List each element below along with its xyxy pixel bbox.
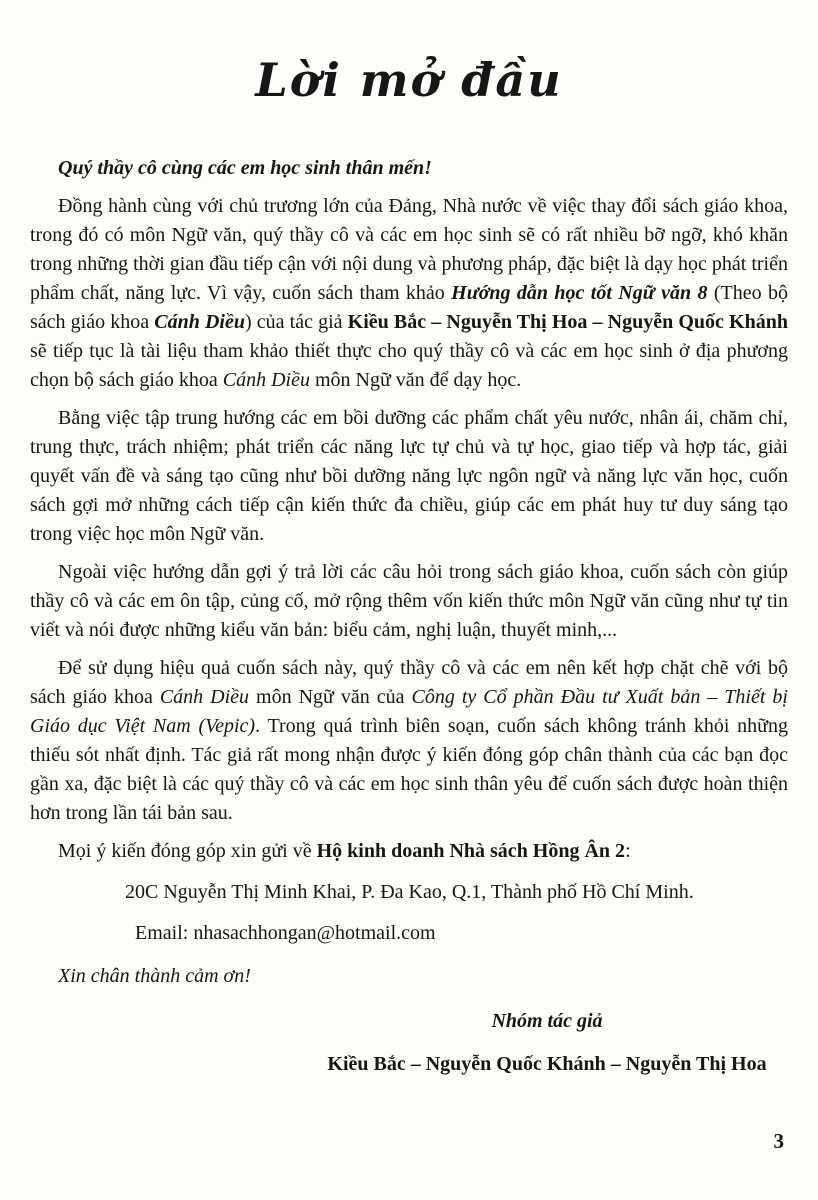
paragraph	[30, 558, 788, 645]
text-segment: Mọi ý kiến đóng góp xin gửi về	[58, 840, 317, 862]
text-segment: Cánh Diều	[222, 369, 310, 391]
paragraph	[30, 192, 788, 395]
signature-block	[312, 1007, 782, 1079]
text-segment: sẽ tiếp tục là tài liệu tham khảo thiết thực cho quý thầy cô và các em học sinh ở địa phương chọn bộ sách giáo khoa	[30, 340, 788, 391]
text-segment: môn Ngữ văn của	[249, 686, 412, 708]
address-line: 20C Nguyễn Thị Minh Khai, P. Đa Kao, Q.1, Thành phố Hồ Chí Minh.	[125, 881, 694, 903]
text-segment: Cánh Diều	[154, 311, 245, 333]
text-segment: Để sử dụng hiệu quả cuốn sách này, quý thầy cô và các em nên kết hợp chặt chẽ với bộ sách giáo khoa	[30, 657, 788, 708]
paragraph	[30, 837, 788, 866]
paragraph	[30, 404, 788, 549]
greeting-line: Quý thầy cô cùng các em học sinh thân mến!	[58, 157, 432, 179]
text-segment: Hộ kinh doanh Nhà sách Hồng Ân 2	[316, 840, 626, 862]
text-segment: . Trong quá trình biên soạn, cuốn sách không tránh khỏi những thiếu sót nhất định. Tác giả rất mong nhận được ý kiến đóng góp chân thành của các bạn đọc gần xa, đặc biệt là các quý thầy cô và các em học sinh thân yêu để cuốn sách được hoàn thiện hơn trong lần tái bản sau.	[30, 715, 788, 824]
text-segment: Kiều Bắc – Nguyễn Thị Hoa – Nguyễn Quốc Khánh	[347, 311, 788, 333]
body-paragraphs	[30, 192, 788, 866]
paragraph	[30, 654, 788, 828]
signature-role: Nhóm tác giả	[491, 1010, 603, 1032]
page-title: Lời mở đầu	[255, 53, 563, 107]
text-segment: :	[625, 840, 631, 862]
email-line: Email: nhasachhongan@hotmail.com	[135, 922, 436, 944]
text-segment: (Theo bộ sách giáo khoa	[30, 282, 788, 333]
text-segment: ) của tác giả	[244, 311, 348, 333]
closing-line: Xin chân thành cảm ơn!	[58, 965, 251, 987]
text-segment: Hướng dẫn học tốt Ngữ văn 8	[451, 282, 708, 304]
text-segment: Đồng hành cùng với chủ trương lớn của Đảng, Nhà nước về việc thay đổi sách giáo khoa, trong đó có môn Ngữ văn, quý thầy cô và các em học sinh sẽ có rất nhiều bỡ ngỡ, khó khăn trong những thời gian đầu tiếp cận với nội dung và phương pháp, đặc biệt là dạy học phát triển phẩm chất, năng lực. Vì vậy, cuốn sách tham khảo	[30, 195, 788, 304]
text-segment: Công ty Cổ phần Đầu tư Xuất bản – Thiết bị Giáo dục Việt Nam (Vepic)	[30, 686, 788, 737]
text-segment: Bằng việc tập trung hướng các em bồi dưỡng các phẩm chất yêu nước, nhân ái, chăm chỉ, trung thực, trách nhiệm; phát triển các năng lực tự chủ và tự học, giao tiếp và hợp tác, giải quyết vấn đề và sáng tạo cũng như bồi dưỡng năng lực ngôn ngữ và năng lực văn học, cuốn sách gợi mở những cách tiếp cận kiến thức đa chiều, giúp các em phát huy tư duy sáng tạo trong việc học môn Ngữ văn.	[30, 407, 788, 545]
text-segment: Cánh Diều	[159, 686, 250, 708]
page-number: 3	[773, 1129, 784, 1153]
text-segment: môn Ngữ văn để dạy học.	[309, 369, 522, 391]
signature-authors: Kiều Bắc – Nguyễn Quốc Khánh – Nguyễn Thị Hoa	[327, 1053, 767, 1075]
text-segment: Ngoài việc hướng dẫn gợi ý trả lời các câu hỏi trong sách giáo khoa, cuốn sách còn giúp thầy cô và các em ôn tập, củng cố, mở rộng thêm vốn kiến thức môn Ngữ văn cũng như tự tin viết và nói được những kiểu văn bản: biểu cảm, nghị luận, thuyết minh,...	[30, 561, 788, 641]
